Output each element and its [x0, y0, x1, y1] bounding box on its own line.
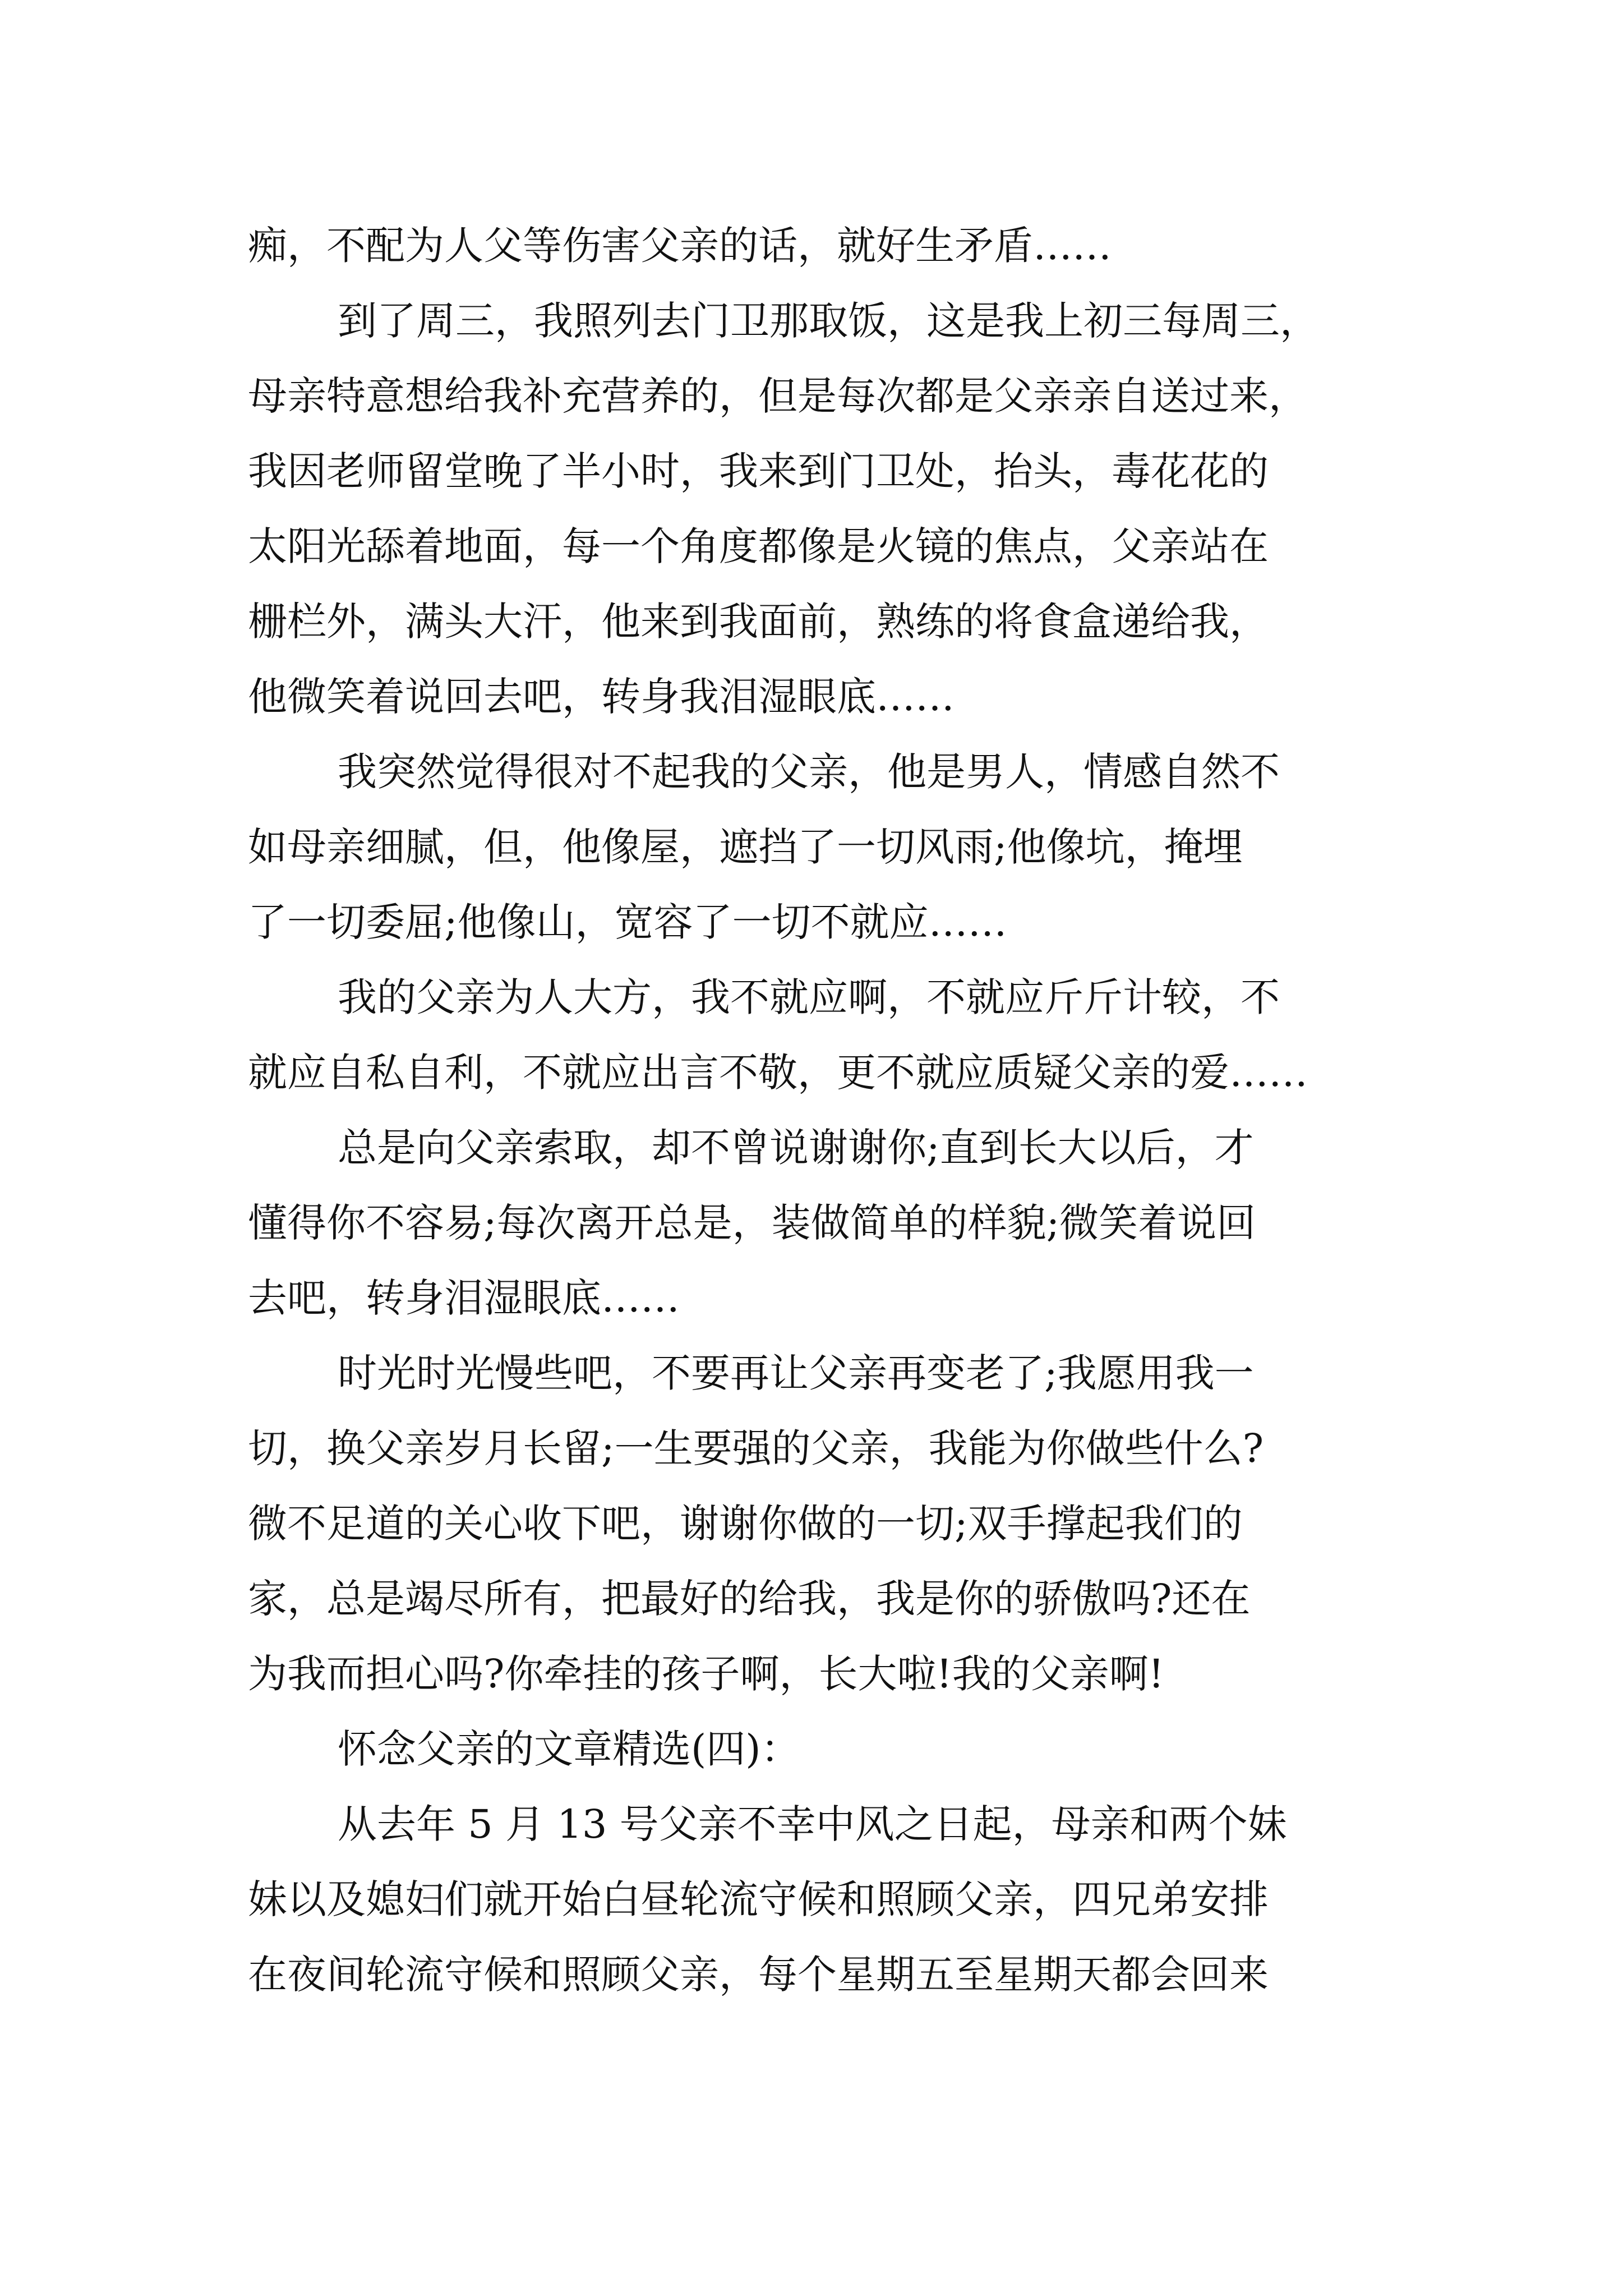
text-line: 了一切委屈;他像山，宽容了一切不就应……	[248, 899, 1007, 945]
text-line: 我因老师留堂晚了半小时，我来到门卫处，抬头，毒花花的	[248, 448, 1269, 494]
text-line: 妹以及媳妇们就开始白昼轮流守候和照顾父亲，四兄弟安排	[248, 1876, 1269, 1922]
section-heading: 怀念父亲的文章精选(四)：	[338, 1726, 800, 1772]
text-line: 总是向父亲索取，却不曾说谢谢你;直到长大以后，才	[338, 1125, 1254, 1171]
text-line: 懂得你不容易;每次离开总是，装做简单的样貌;微笑着说回	[248, 1200, 1256, 1246]
text-line: 太阳光舔着地面，每一个角度都像是火镜的焦点，父亲站在	[248, 523, 1269, 569]
text-line: 如母亲细腻，但，他像屋，遮挡了一切风雨;他像坑，掩埋	[248, 824, 1243, 870]
text-line: 从去年 5 月 13 号父亲不幸中风之日起，母亲和两个妹	[338, 1801, 1287, 1847]
text-line: 切，换父亲岁月长留;一生要强的父亲，我能为你做些什么?	[248, 1425, 1264, 1471]
text-line: 母亲特意想给我补充营养的，但是每次都是父亲亲自送过来，	[248, 373, 1308, 419]
text-line: 家，总是竭尽所有，把最好的给我，我是你的骄傲吗?还在	[248, 1576, 1251, 1622]
text-line: 他微笑着说回去吧，转身我泪湿眼底……	[248, 674, 955, 720]
text-line: 去吧，转身泪湿眼底……	[248, 1275, 680, 1321]
text-line: 我突然觉得很对不起我的父亲，他是男人，情感自然不	[338, 749, 1280, 795]
text-line: 在夜间轮流守候和照顾父亲，每个星期五至星期天都会回来	[248, 1952, 1269, 1998]
text-line: 痴，不配为人父等伤害父亲的话，就好生矛盾……	[248, 223, 1112, 269]
text-line: 就应自私自利，不就应出言不敬，更不就应质疑父亲的爱……	[248, 1050, 1308, 1096]
text-line: 微不足道的关心收下吧，谢谢你做的一切;双手撑起我们的	[248, 1501, 1243, 1547]
text-line: 时光时光慢些吧，不要再让父亲再变老了;我愿用我一	[338, 1350, 1254, 1396]
text-line: 到了周三，我照列去门卫那取饭，这是我上初三每周三，	[338, 298, 1319, 344]
text-line: 为我而担心吗?你牵挂的孩子啊，长大啦!我的父亲啊!	[248, 1651, 1164, 1697]
text-line: 栅栏外，满头大汗，他来到我面前，熟练的将食盒递给我，	[248, 599, 1269, 645]
text-line: 我的父亲为人大方，我不就应啊，不就应斤斤计较，不	[338, 974, 1280, 1020]
